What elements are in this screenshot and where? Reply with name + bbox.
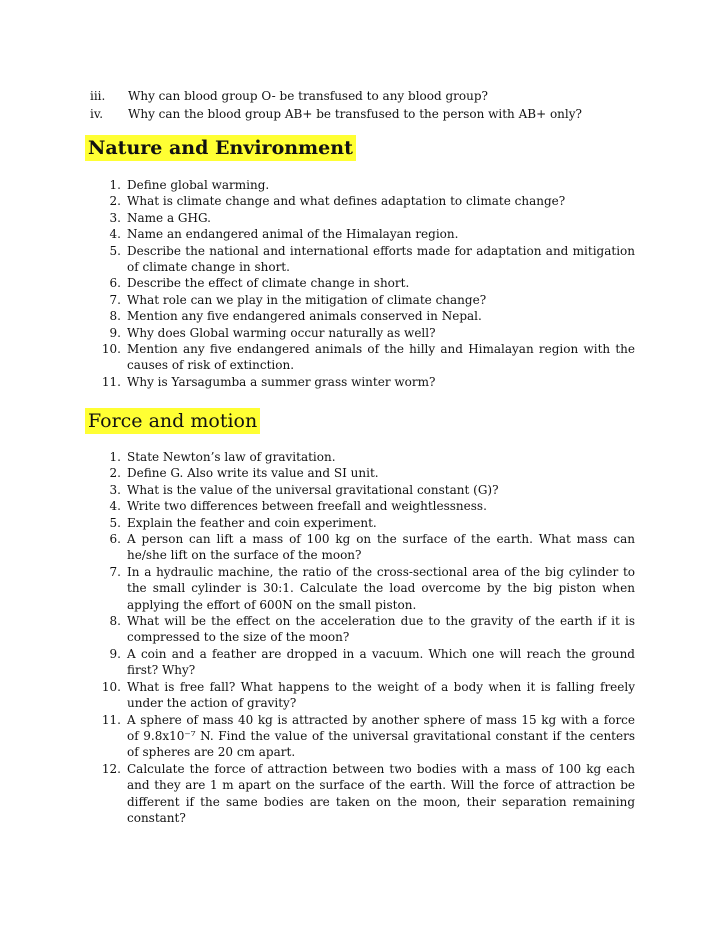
list-item — [0, 449, 635, 465]
item-text: Explain the feather and coin experiment. — [127, 515, 377, 530]
item-text: What is free fall? What happens to the weight of a body when it is falling freely under the action of gravity? — [127, 679, 635, 711]
item-number: 9. — [109, 325, 121, 340]
item-text: What is climate change and what defines adaptation to climate change? — [127, 194, 566, 209]
item-number: 11. — [101, 374, 121, 389]
item-text: State Newton’s law of gravitation. — [127, 450, 336, 464]
list-item — [0, 226, 635, 242]
item-number: 8. — [109, 614, 121, 629]
section-heading-force: Force and motion — [85, 408, 260, 434]
nature-question-list — [0, 177, 720, 390]
item-number: 5. — [109, 243, 121, 258]
item-number: 2. — [109, 466, 121, 481]
list-item — [90, 105, 650, 123]
list-item — [0, 243, 635, 276]
item-text: In a hydraulic machine, the ratio of the cross-sectional area of the big cylinder to the small cylinder is 30:1. Calculate the load overcome by the big piston when applying the effort of 600N on the small piston. — [127, 564, 635, 612]
item-number: 6. — [109, 276, 121, 291]
list-item — [0, 646, 635, 679]
item-text: Describe the national and international efforts made for adaptation and mitigation of climate change in short. — [127, 243, 635, 275]
item-text: A person can lift a mass of 100 kg on the surface of the earth. What mass can he/she lift on the surface of the moon? — [127, 532, 635, 563]
item-text: Mention any five endangered animals conserved in Nepal. — [127, 309, 482, 324]
list-item — [0, 325, 635, 341]
blood-group-questions — [90, 87, 650, 123]
item-text: Describe the effect of climate change in short. — [127, 276, 410, 291]
list-item — [0, 193, 635, 209]
item-number: 11. — [101, 712, 121, 727]
section-heading-nature: Nature and Environment — [85, 135, 356, 161]
item-number: 2. — [109, 194, 121, 209]
list-item — [0, 515, 635, 531]
item-text: Define G. Also write its value and SI unit. — [127, 466, 379, 481]
list-item — [0, 679, 635, 712]
item-text: Define global warming. — [127, 178, 270, 192]
item-text: A sphere of mass 40 kg is attracted by another sphere of mass 15 kg with a force of 9.8x10⁻⁷ N. Find the value of the universal gravitational constant if the centers of spheres are 20 cm apart. — [127, 712, 635, 760]
item-text: Why can the blood group AB+ be transfused to the person with AB+ only? — [128, 107, 582, 121]
item-number: 10. — [101, 342, 121, 357]
list-item — [0, 482, 635, 498]
list-item — [0, 465, 635, 481]
item-text: Mention any five endangered animals of the hilly and Himalayan region with the causes of risk of extinction. — [127, 342, 635, 373]
item-number: 3. — [109, 210, 121, 225]
list-item — [0, 177, 635, 193]
item-number: 1. — [109, 178, 121, 192]
item-number: 9. — [109, 646, 121, 661]
item-text: What is the value of the universal gravitational constant (G)? — [127, 482, 499, 497]
list-item — [0, 275, 635, 291]
force-question-list — [0, 449, 720, 826]
list-item — [0, 761, 635, 827]
list-item — [0, 564, 635, 613]
list-item — [0, 292, 635, 308]
item-number: 8. — [109, 309, 121, 324]
item-number: 10. — [101, 679, 121, 694]
list-item — [0, 712, 635, 761]
item-number: 7. — [109, 564, 121, 579]
item-number: 6. — [109, 532, 121, 547]
item-number: iv. — [90, 107, 104, 121]
item-number: iii. — [90, 89, 106, 103]
item-text: Write two differences between freefall and weightlessness. — [127, 499, 487, 514]
list-item — [0, 210, 635, 226]
list-item — [0, 498, 635, 514]
list-item — [0, 374, 635, 390]
list-item — [0, 613, 635, 646]
list-item — [0, 341, 635, 374]
item-number: 4. — [109, 227, 121, 242]
item-text: Why is Yarsagumba a summer grass winter worm? — [127, 374, 436, 389]
list-item — [0, 308, 635, 324]
item-number: 3. — [109, 482, 121, 497]
item-text: Name a GHG. — [127, 210, 211, 225]
item-text: What role can we play in the mitigation of climate change? — [127, 292, 487, 307]
item-number: 1. — [109, 450, 121, 464]
list-item — [0, 531, 635, 564]
list-item — [90, 87, 650, 105]
item-number: 7. — [109, 292, 121, 307]
item-text: Why does Global warming occur naturally as well? — [127, 325, 436, 340]
item-number: 5. — [109, 515, 121, 530]
item-text: Why can blood group O- be transfused to any blood group? — [128, 89, 488, 103]
item-text: What will be the effect on the acceleration due to the gravity of the earth if it is compressed to the size of the moon? — [127, 614, 635, 645]
item-text: Name an endangered animal of the Himalayan region. — [127, 227, 459, 242]
item-text: Calculate the force of attraction between two bodies with a mass of 100 kg each and they are 1 m apart on the surface of the earth. Will the force of attraction be different if the same bodies are taken on the moon, their separation remaining constant? — [127, 761, 635, 825]
item-number: 4. — [109, 499, 121, 514]
item-text: A coin and a feather are dropped in a vacuum. Which one will reach the ground first? Why? — [127, 646, 635, 678]
item-number: 12. — [101, 761, 121, 776]
